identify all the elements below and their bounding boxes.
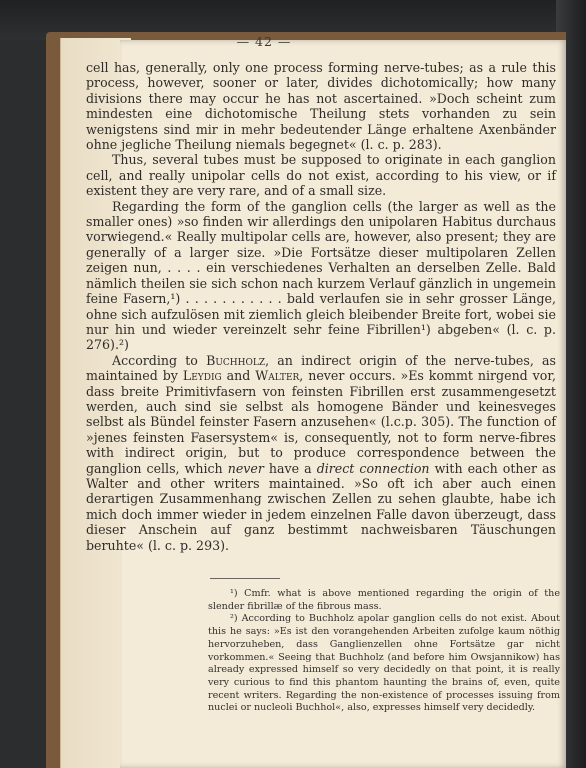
body-text <box>86 60 556 553</box>
p4-text-4: , never occurs. »Es kommt nirgend vor, dass breite Primitivfasern von feinsten Fibrillen erst zusammengesetzt werden, auch sind sie selbst als homogene Bänder und keinesveges selbst als Bündel feinster Fasern anzusehen« (l.c.p. 305). The function of »jenes feinsten Fasersystem« is, consequently, not to form nerve-fibres with indirect origin, but to produce correspondence between the ganglion cells, which <box>86 368 557 476</box>
page-number: — 42 — <box>236 34 292 49</box>
p4-text-5: have a <box>263 460 317 476</box>
paragraph-1: cell has, generally, only one process forming nerve-tubes; as a rule this process, however, sooner or later, divides dichotomically; how many divisions there may occur he has not ascertained. »Doch scheint zum mindesten eine dichotomische Theilung stets vorhanden zu sein wenigstens sind mir in mehr bedeutender Länge erhaltene Axenbänder ohne jegliche Theilung niemals begegnet« (l. c. p. 283). <box>86 60 556 153</box>
author-leydig: Leydig <box>182 368 222 384</box>
p4-text-2: , an indirect origin of the nerve-tubes, as maintained by <box>86 352 556 384</box>
author-buchholz: Buchholz <box>206 352 266 368</box>
emphasis-direct-connection: direct connection <box>316 460 430 476</box>
footnote-2: ²) According to Buchholz apolar ganglion cells do not exist. About this he says: »Es ist den vorangehenden Arbeiten zufolge kaum nöthig hervorzuheben, dass Ganglienzellen ohne Fortsätze gar nicht vorkommen.« Seeing that Buchholz (and before him Owsjannikow) has already expressed himself so very decidedly on that point, it is really very curious to find this phantom haunting the brains of, even, quite recent writers. Regarding the non-existence of processes issuing from nuclei or nucleoli Buchhol«, also, expresses himself very decidedly. <box>208 613 560 714</box>
footnotes <box>208 588 560 715</box>
paragraph-4 <box>86 353 556 553</box>
paragraph-3: Regarding the form of the ganglion cells (the larger as well as the smaller ones) »so finden wir allerdings den unipolaren Habitus durchaus vorwiegend.« Really multipolar cells are, however, also present; they are generally of a larger size. »Die Fortsätze dieser multipolaren Zellen zeigen nun, . . . . ein verschiedenes Verhalten an derselben Zelle. Bald nämlich theilen sie sich schon nach kurzem Verlauf gänzlich in ungemein feine Fasern,¹) . . . . . . . . . . . bald verlaufen sie in sehr grosser Länge, ohne sich aufzulösen mit ziemlich gleich bleibender Breite fort, wobei sie nur hin und wieder vereinzelt sehr feine Fibrillen¹) abgeben« (l. c. p. 276).²) <box>86 198 556 353</box>
p4-text-1: According to <box>112 352 207 368</box>
p4-text-6: with each other as Walter and other writers maintained. »So oft ich aber auch einen derartigen Zusammenhang zwischen Zellen zu sehen glaubte, habe ich mich doch immer wieder in jedem einzelnen Falle davon überzeugt, dass dieser Anschein auf ganz bestimmt nachweisbaren Täuschungen beruhte« (l. c. p. 293). <box>86 460 556 553</box>
p4-text-3: and <box>221 368 256 384</box>
footnote-divider <box>210 578 280 579</box>
author-walter: Walter <box>255 368 300 384</box>
paragraph-2: Thus, several tubes must be supposed to originate in each ganglion cell, and really unipolar cells do not exist, according to his view, or if existent they are very rare, and of a small size. <box>86 152 556 199</box>
footnote-1: ¹) Cmfr. what is above mentioned regarding the origin of the slender fibrillæ of the fibrous mass. <box>208 588 560 612</box>
emphasis-never: never <box>227 460 264 476</box>
